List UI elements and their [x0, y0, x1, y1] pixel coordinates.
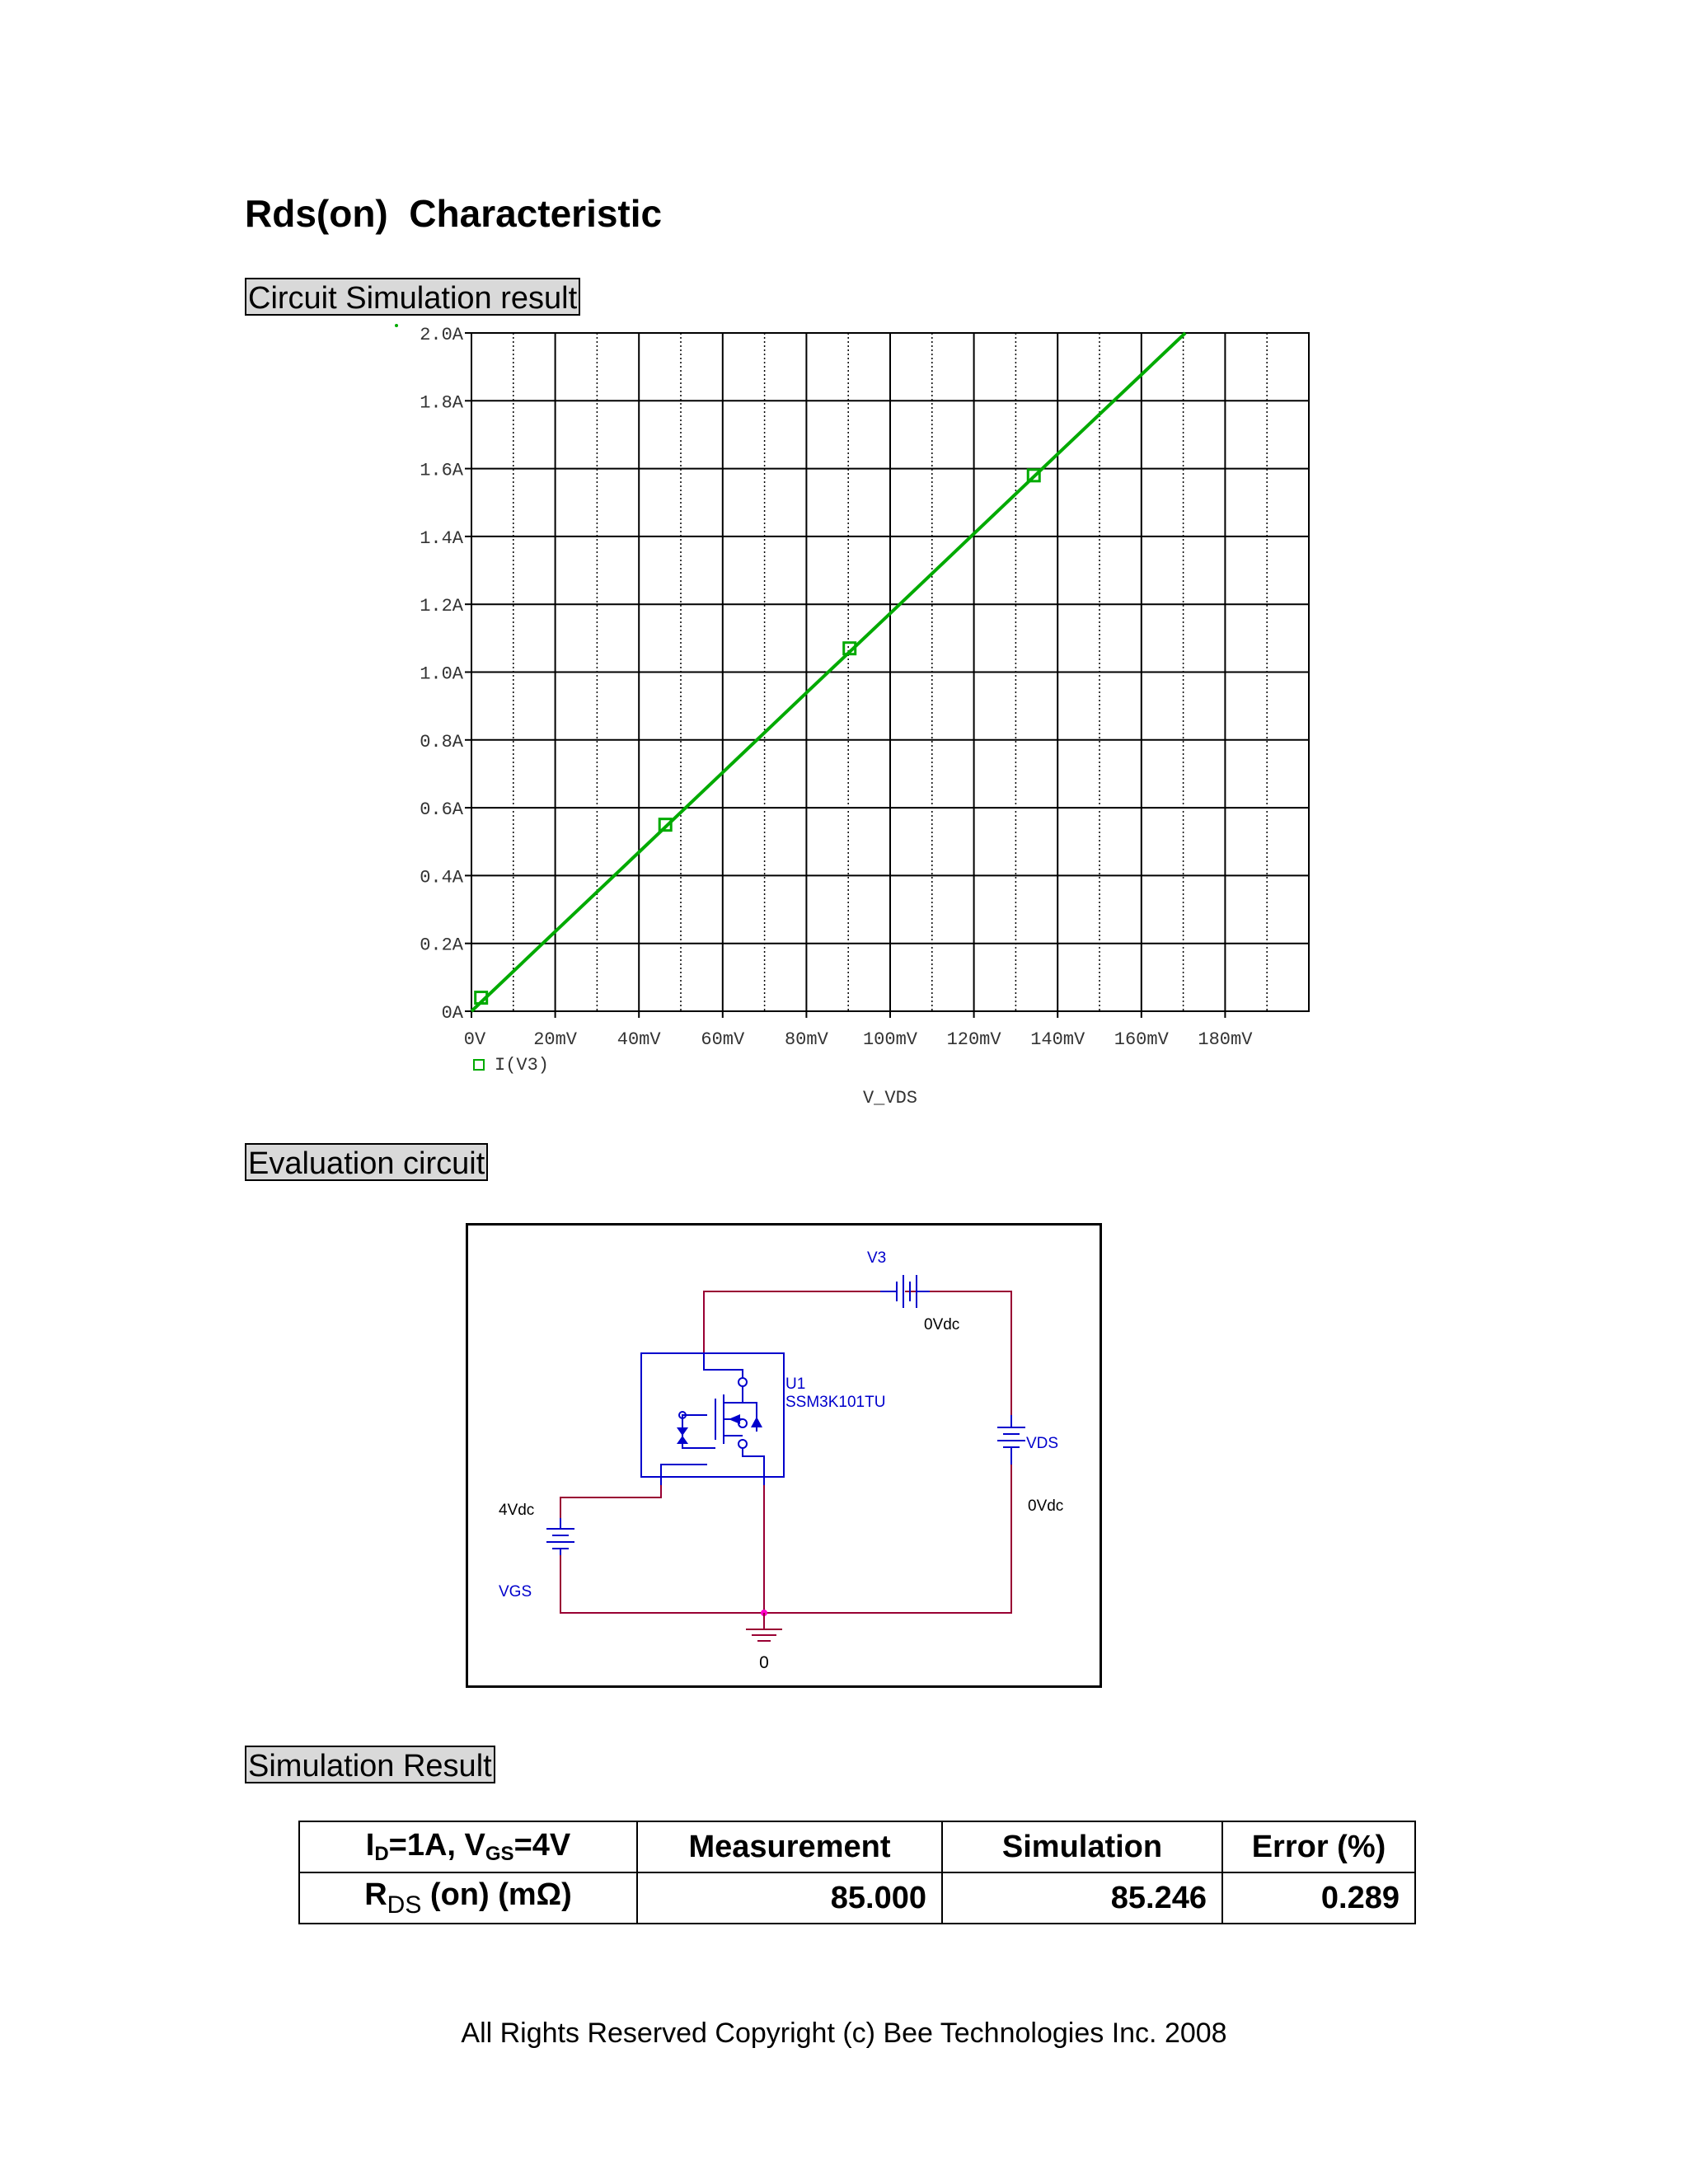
header-measurement: Measurement	[637, 1821, 942, 1872]
vgs-label: VGS	[499, 1583, 532, 1601]
u1-part: SSM3K101TU	[785, 1394, 886, 1411]
x-tick-label: 20mV	[533, 1029, 578, 1050]
legend-entry: I(V3)	[495, 1055, 550, 1076]
x-tick-label: 120mV	[946, 1029, 1001, 1050]
x-axis-label: V_VDS	[862, 1088, 918, 1108]
row-parameter: $R_{DS}$ (on) (mΩ)	[299, 1872, 637, 1924]
section-label-evaluation: Evaluation circuit	[245, 1143, 488, 1181]
x-tick-label: 0V	[463, 1029, 486, 1050]
y-tick-label: 0.8A	[420, 731, 463, 752]
y-tick-label: 0.6A	[420, 799, 463, 821]
y-tick-label: 0.4A	[420, 867, 463, 888]
table-row	[299, 1872, 1415, 1924]
results-table	[298, 1821, 1416, 1924]
y-tick-label: 1.0A	[420, 663, 463, 685]
row-simulation: 85.246	[942, 1872, 1222, 1924]
ground-icon	[746, 1613, 782, 1641]
footer-copyright: All Rights Reserved Copyright (c) Bee Technologies Inc. 2008	[461, 2018, 1227, 2049]
y-tick-labels	[420, 325, 471, 1024]
y-tick-label: 1.8A	[420, 392, 463, 414]
x-tick-label: 180mV	[1198, 1029, 1253, 1050]
x-tick-label: 40mV	[617, 1029, 661, 1050]
stray-dot	[395, 324, 398, 327]
x-tick-label: 160mV	[1114, 1029, 1169, 1050]
vds-label: VDS	[1026, 1435, 1059, 1452]
y-tick-label: 1.2A	[420, 596, 463, 617]
vgs-source-icon	[546, 1518, 574, 1555]
row-measurement: 85.000	[637, 1872, 942, 1924]
zener-diode-icon	[677, 1427, 688, 1436]
section-label-result: Simulation Result	[245, 1746, 495, 1783]
body-diode-icon	[751, 1417, 762, 1427]
x-tick-label: 100mV	[862, 1029, 918, 1050]
page-title: Rds(on) Characteristic	[245, 192, 663, 235]
x-tick-labels	[464, 1011, 1253, 1050]
y-tick-label: 0.2A	[420, 935, 463, 956]
x-tick-label: 60mV	[701, 1029, 745, 1050]
vds-source-icon	[997, 1415, 1025, 1465]
header-error: Error (%)	[1222, 1821, 1415, 1872]
wires	[560, 1291, 1011, 1613]
header-simulation: Simulation	[942, 1821, 1222, 1872]
header-condition: $I_D=1A$, $V_{GS}=4V$	[299, 1821, 637, 1872]
ground-label: 0	[759, 1653, 769, 1672]
mosfet-u1-icon	[641, 1353, 784, 1485]
legend-marker-icon	[474, 1060, 484, 1070]
v3-label: V3	[867, 1249, 887, 1267]
evaluation-circuit	[466, 1223, 1102, 1688]
y-tick-label: 1.6A	[420, 460, 463, 481]
v3-value: 0Vdc	[924, 1316, 960, 1333]
vgs-value: 4Vdc	[499, 1502, 535, 1519]
y-tick-label: 1.4A	[420, 527, 463, 549]
y-tick-label: 0A	[441, 1003, 463, 1024]
y-tick-label: 2.0A	[420, 325, 463, 345]
x-tick-label: 80mV	[784, 1029, 828, 1050]
u1-label: U1	[785, 1376, 806, 1393]
table-header-row	[299, 1821, 1415, 1872]
x-tick-label: 140mV	[1030, 1029, 1085, 1050]
row-error: 0.289	[1222, 1872, 1415, 1924]
chart-grid	[471, 333, 1309, 1011]
vds-value: 0Vdc	[1028, 1497, 1064, 1515]
section-label-simulation: Circuit Simulation result	[245, 278, 580, 316]
